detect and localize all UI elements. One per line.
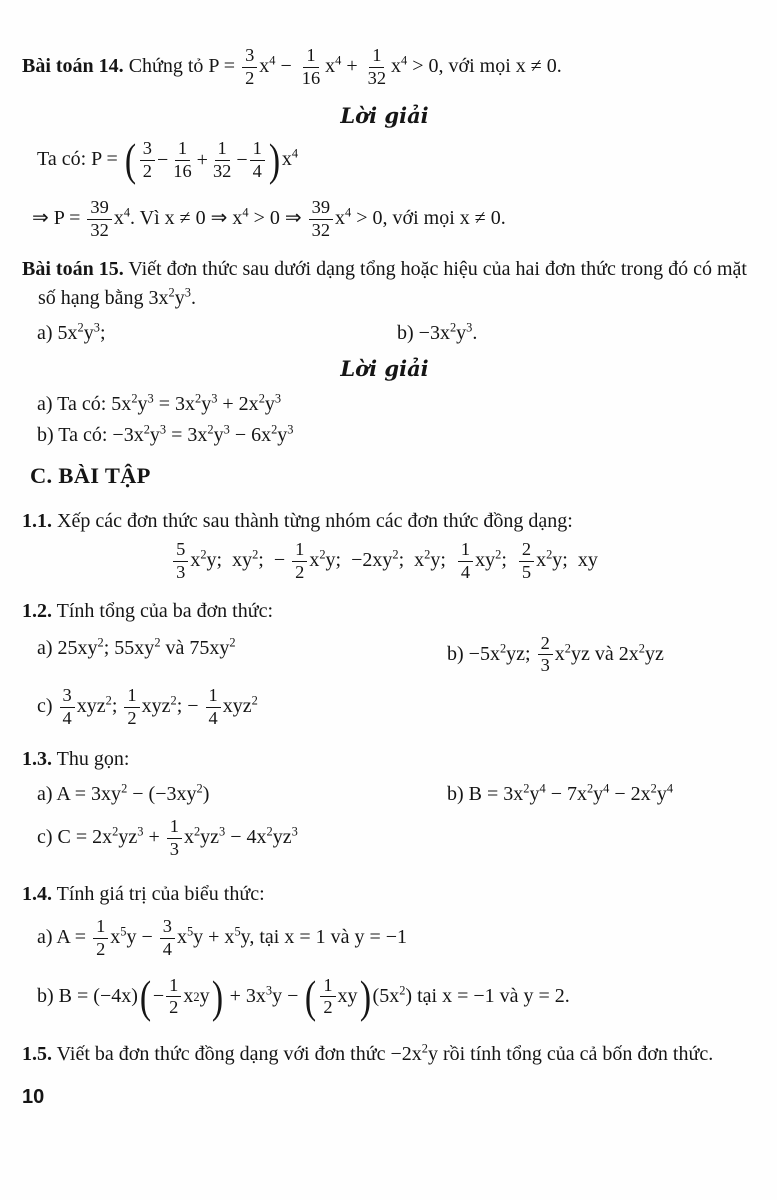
superscript: 3 <box>265 982 273 997</box>
exercise-1-5-text: Viết ba đơn thức đồng dạng với đơn thức $-2x^2y$ rồi tính tổng của cả bốn đơn thức. <box>52 1041 714 1066</box>
superscript: 3 <box>159 422 167 437</box>
superscript: 2 <box>638 640 645 655</box>
problem-15-item-b: $b) -3x^2y^3$. <box>397 320 478 344</box>
exercise-1-3-text: Thu gọn: <box>52 748 130 770</box>
exercise-1-4-item-b: b) B = (−4x) ( − $\frac{1}{2}$ x 2 y ) + $3x^3y$ − ( $\frac{1}{2}$ xy ) $(5x^2)$ tại x = −1 và y = 2. <box>37 971 570 1022</box>
superscript: 3 <box>137 824 144 839</box>
problem-15-item-a: a) $5x^2y^3$; <box>37 320 106 344</box>
problem-14-statement: Chứng tỏ P = $\frac{3}{2}$ $x^4$ − $\frac{1}{16}$ $x^4$ + $\frac{1}{32}$ $x^4 > 0$, với mọi x ≠ 0. <box>123 45 562 88</box>
superscript: 3 <box>219 824 226 839</box>
superscript: 4 <box>242 205 249 220</box>
superscript: 2 <box>399 982 406 997</box>
problem-15-statement: Viết đơn thức sau dưới dạng tổng hoặc hiệu của hai đơn thức trong đó có mặt số hạng bằng $3x^2y^3$. <box>38 257 747 309</box>
exercise-1-2 <box>22 597 747 730</box>
superscript: 2 <box>154 634 161 649</box>
exercise-1-3-label: 1.3. <box>22 748 52 770</box>
superscript: 2 <box>97 634 104 649</box>
fraction: $\frac{1}{2}$ <box>292 540 307 583</box>
exercise-1-4-head <box>22 880 747 909</box>
superscript: 2 <box>77 320 84 335</box>
superscript: 2 <box>271 422 278 437</box>
problem-15-label: Bài toán 15. <box>22 257 124 280</box>
superscript: 2 <box>495 547 502 562</box>
exercise-1-1-math: $\frac{5}{3}$ $x^2y$; $xy^2$; − $\frac{1}{2}$ $x^2y$; $-2xy^2$; $x^2y$; $\frac{1}{4}$ $xy^2$; $\frac{2}{5}$ $x^2y$; xy <box>22 540 747 583</box>
superscript: 4 <box>345 205 352 220</box>
superscript: 3 <box>287 422 294 437</box>
superscript: 2 <box>207 422 214 437</box>
superscript: 2 <box>421 1041 428 1056</box>
fraction: $\frac{1}{2}$ <box>93 917 108 960</box>
superscript: 4 <box>335 53 342 68</box>
fraction: $\frac{1}{2}$ <box>166 976 181 1019</box>
superscript: 3 <box>223 422 230 437</box>
superscript: 2 <box>449 320 457 335</box>
superscript: 2 <box>131 391 138 406</box>
superscript: 2 <box>319 547 326 562</box>
problem-15-solution-b: b) Ta có: $-3x^2y^3 = 3x^2y^3 - 6x^2y^3$ <box>37 422 294 447</box>
exercise-1-4-item-a: a) A = $\frac{1}{2}$ $x^5y$ − $\frac{3}{4}$ $x^5y + x^5y$, tại x = 1 và y = −1 <box>37 915 408 959</box>
superscript: 5 <box>186 924 194 939</box>
fraction: $\frac{1}{32}$ <box>212 138 232 182</box>
exercise-1-3-item-c: c) $C = 2x^2yz^3$ + $\frac{1}{3}$ $x^2yz^3 - 4x^2yz^3$ <box>37 816 298 859</box>
problem-14 <box>22 46 747 89</box>
fraction: $\frac{1}{32}$ <box>367 45 387 88</box>
superscript: 2 <box>193 824 201 839</box>
exercise-1-2-item-b: $b) -5x^2yz$; $\frac{2}{3}$ $x^2yz$ và $2x^2yz$ <box>447 632 664 676</box>
exercise-1-3-item-b: b) $B = 3x^2y^4 - 7x^2y^4 - 2x^2y^4$ <box>447 781 674 805</box>
exercise-1-3-item-a: a) $A = 3xy^2 - (-3xy^2)$ <box>37 781 210 805</box>
paren-group: ( $\frac{1}{2}$ xy ) <box>305 971 371 1022</box>
superscript: 2 <box>229 634 236 649</box>
superscript: 2 <box>251 693 258 708</box>
problem-15-items <box>22 319 747 348</box>
exercise-1-1 <box>22 507 747 583</box>
fraction: $\frac{39}{32}$ <box>87 198 111 241</box>
superscript: 2 <box>112 824 119 839</box>
superscript: 4 <box>539 781 546 796</box>
superscript: 2 <box>200 547 207 562</box>
superscript: 2 <box>105 693 112 708</box>
exercise-1-2-item-c: c) $\frac{3}{4}$ xyz$^2$; $\frac{1}{2}$ xyz$^2$; − $\frac{1}{4}$ xyz$^2$ <box>37 685 258 729</box>
superscript: 3 <box>274 391 282 406</box>
superscript: 2 <box>170 693 177 708</box>
section-c-heading: C. BÀI TẬP <box>30 463 151 489</box>
fraction: $\frac{1}{4}$ <box>250 139 265 182</box>
fraction: $\frac{5}{3}$ <box>173 540 188 583</box>
fraction: $\frac{1}{16}$ <box>173 138 192 182</box>
fraction: $\frac{39}{32}$ <box>309 198 333 241</box>
superscript: 4 <box>666 781 674 796</box>
fraction: $\frac{1}{2}$ <box>320 976 335 1019</box>
fraction: $\frac{3}{4}$ <box>60 686 75 729</box>
fraction: $\frac{1}{4}$ <box>458 540 473 583</box>
exercise-1-5-label: 1.5. <box>22 1043 52 1066</box>
superscript: 4 <box>401 53 408 68</box>
superscript: 2 <box>546 547 553 562</box>
problem-14-label: Bài toán 14. <box>22 54 124 77</box>
fraction: $\frac{1}{2}$ <box>124 686 139 729</box>
paren-group: ( − $\frac{1}{2}$ x 2 y ) <box>139 971 223 1022</box>
exercise-1-4-label: 1.4. <box>22 882 52 905</box>
fraction: $\frac{1}{16}$ <box>301 45 321 88</box>
exercise-1-2-item-a: a) $25xy^2$; $55xy^2$ và $75xy^2$ <box>37 634 236 659</box>
exercise-1-4 <box>22 880 747 1022</box>
exercise-1-3 <box>22 745 747 860</box>
superscript: 2 <box>168 285 175 300</box>
fraction: $\frac{2}{3}$ <box>538 634 553 677</box>
superscript: 2 <box>564 640 571 655</box>
exercise-1-2-label: 1.2. <box>22 599 52 622</box>
superscript: 2 <box>499 640 507 655</box>
fraction: $\frac{2}{5}$ <box>519 540 534 583</box>
superscript: 4 <box>123 205 131 220</box>
fraction: $\frac{3}{2}$ <box>242 46 257 89</box>
fraction: $\frac{3}{4}$ <box>160 917 175 960</box>
superscript: 2 <box>121 781 128 796</box>
superscript: 2 <box>266 824 273 839</box>
fraction: $\frac{1}{3}$ <box>167 817 182 860</box>
paren-group: ( $\frac{3}{2}$ − $\frac{1}{16}$ + $\frac{1}{32}$ − $\frac{1}{4}$ ) <box>124 135 280 186</box>
superscript: 3 <box>466 320 473 335</box>
superscript: 4 <box>291 146 299 161</box>
superscript: 2 <box>143 422 150 437</box>
exercise-1-2-head <box>22 597 747 626</box>
superscript: 3 <box>93 320 100 335</box>
superscript: 2 <box>650 781 657 796</box>
superscript: 5 <box>234 924 241 939</box>
exercise-1-1-label: 1.1. <box>22 509 52 532</box>
superscript: 2 <box>586 781 594 796</box>
problem-15 <box>22 255 747 313</box>
superscript: 3 <box>184 285 191 300</box>
fraction: $\frac{1}{4}$ <box>206 686 221 729</box>
exercise-1-5 <box>22 1040 747 1069</box>
solution-heading-1: Lời giải <box>340 102 429 128</box>
fraction: $\frac{3}{2}$ <box>140 139 155 182</box>
exercise-1-1-head <box>22 507 747 536</box>
superscript: 2 <box>252 547 259 562</box>
superscript: 4 <box>269 53 276 68</box>
superscript: 2 <box>424 547 431 562</box>
superscript: 2 <box>196 781 203 796</box>
exercise-1-2-row <box>22 634 747 677</box>
problem-14-solution-line-1: Ta có: P = ( $\frac{3}{2}$ − $\frac{1}{16}$ + $\frac{1}{32}$ − $\frac{1}{4}$ ) $x^4$ <box>37 135 299 186</box>
superscript: 2 <box>258 391 265 406</box>
superscript: 5 <box>120 924 127 939</box>
superscript: 3 <box>291 824 298 839</box>
superscript: 3 <box>147 391 154 406</box>
page-number: 10 <box>22 1086 45 1109</box>
superscript: 3 <box>211 391 218 406</box>
exercise-1-2-text: Tính tổng của ba đơn thức: <box>52 599 274 622</box>
superscript: 2 <box>523 781 530 796</box>
superscript: 2 <box>392 547 399 562</box>
solution-heading-2: Lời giải <box>340 355 429 381</box>
superscript: 2 <box>195 391 202 406</box>
exercise-1-1-text: Xếp các đơn thức sau thành từng nhóm các đơn thức đồng dạng: <box>52 509 573 532</box>
exercise-1-3-row <box>22 780 747 809</box>
problem-14-solution-line-2: ⇒ P = $\frac{39}{32}$ $x^4$. Vì x ≠ 0 ⇒ $x^4 > 0$ ⇒ $\frac{39}{32}$ $x^4 > 0$, với mọi x ≠ 0. <box>32 196 506 240</box>
problem-15-solution-a: a) Ta có: $5x^2y^3 = 3x^2y^3 + 2x^2y^3$ <box>37 391 282 416</box>
exercise-1-3-head <box>22 745 747 774</box>
superscript: 4 <box>603 781 610 796</box>
exercise-1-4-text: Tính giá trị của biểu thức: <box>52 882 265 905</box>
